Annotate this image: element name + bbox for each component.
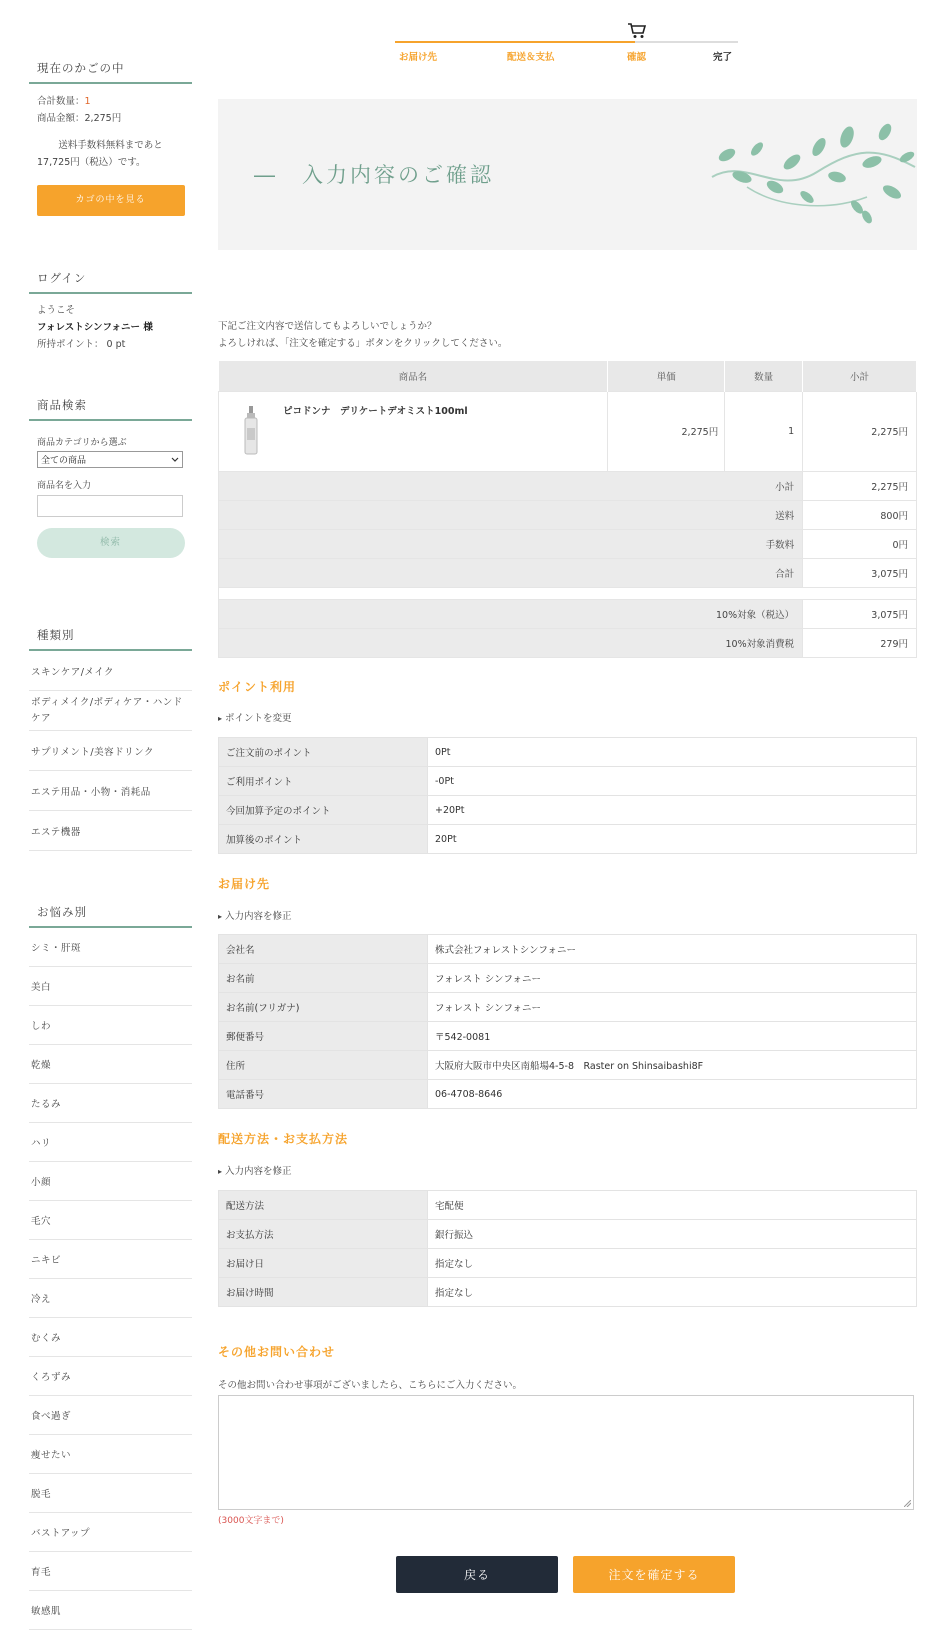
type-nav-item[interactable]: スキンケア/メイク (29, 651, 192, 691)
delivery-key: お名前(フリガナ) (219, 993, 428, 1022)
delivery-value: フォレスト シンフォニー (428, 993, 917, 1022)
concern-nav-item[interactable]: ニキビ (29, 1240, 192, 1279)
shipping-note-1: 送料手数料無料まであと (58, 140, 163, 151)
summary-row (219, 529, 917, 558)
points-key: ご利用ポイント (219, 767, 428, 796)
tax-value: 279円 (803, 628, 917, 657)
change-points-link[interactable]: ▸ ポイントを変更 (218, 710, 292, 724)
table-row (219, 796, 917, 825)
col-header-product: 商品名 (219, 361, 608, 391)
confirm-order-button[interactable]: 注文を確定する (573, 1556, 735, 1593)
concern-nav-item[interactable]: たるみ (29, 1084, 192, 1123)
summary-value: 2,275円 (803, 471, 917, 500)
cart-summary-widget (29, 60, 192, 216)
concern-nav-item[interactable]: 敏感肌 (29, 1591, 192, 1630)
delivery-value: 06-4708-8646 (428, 1080, 917, 1109)
type-nav-item[interactable]: エステ機器 (29, 811, 192, 851)
checkout-stepper (395, 20, 738, 65)
login-widget (29, 270, 192, 353)
col-header-unit-price: 単価 (608, 361, 725, 391)
summary-label: 小計 (219, 471, 803, 500)
concern-nav-item[interactable]: 冷え (29, 1279, 192, 1318)
step-shipping-payment: 配送＆支払 (507, 52, 555, 63)
summary-row (219, 471, 917, 500)
category-select[interactable] (37, 451, 183, 468)
login-user-name: フォレストシンフォニー 様 (37, 322, 153, 333)
edit-delivery-link[interactable]: ▸ 入力内容を修正 (218, 908, 292, 922)
summary-row (219, 500, 917, 529)
inquiry-limit-note: (3000文字まで) (218, 1516, 284, 1526)
view-cart-button[interactable]: カゴの中を見る (37, 185, 185, 216)
table-row (219, 767, 917, 796)
cart-amount: 商品金額：2,275円 (37, 113, 122, 124)
concern-nav-item[interactable]: むくみ (29, 1318, 192, 1357)
step-delivery: お届け先 (399, 52, 438, 63)
search-button[interactable]: 検索 (37, 528, 185, 558)
delivery-key: お名前 (219, 964, 428, 993)
page-title: ― 入力内容のご確認 (254, 163, 494, 187)
login-heading: ログイン (29, 270, 192, 294)
cart-qty-value: 1 (84, 96, 91, 107)
points-heading: ポイント利用 (218, 680, 297, 694)
concern-nav-item[interactable]: バストアップ (29, 1513, 192, 1552)
confirm-intro (218, 318, 507, 352)
product-name-label: 商品名を入力 (37, 481, 92, 491)
delivery-key: 郵便番号 (219, 1022, 428, 1051)
step-confirm: 確認 (627, 52, 647, 63)
shipping-value: 銀行振込 (428, 1220, 917, 1249)
shipping-payment-heading: 配送方法・お支払方法 (218, 1132, 349, 1146)
back-button[interactable]: 戻る (396, 1556, 558, 1593)
concern-nav-item[interactable]: 育毛 (29, 1552, 192, 1591)
by-type-widget (29, 627, 192, 851)
summary-row (219, 558, 917, 587)
table-row (219, 1220, 917, 1249)
type-nav-item[interactable]: サプリメント/美容ドリンク (29, 731, 192, 771)
concern-nav-item[interactable]: くろずみ (29, 1357, 192, 1396)
product-name-input[interactable] (37, 495, 183, 517)
tax-row (219, 599, 917, 628)
points-value: 20Pt (428, 825, 917, 854)
concern-nav-list (29, 928, 192, 1630)
shipping-key: お届け時間 (219, 1278, 428, 1307)
inquiry-heading: その他お問い合わせ (218, 1345, 336, 1359)
delivery-value: 〒542-0081 (428, 1022, 917, 1051)
shipping-key: お届け日 (219, 1249, 428, 1278)
order-items-table (218, 361, 917, 658)
product-bottle-icon (243, 406, 259, 456)
concern-nav-item[interactable]: 美白 (29, 967, 192, 1006)
tax-row (219, 628, 917, 657)
product-subtotal: 2,275円 (803, 391, 917, 471)
product-unit-price: 2,275円 (608, 391, 725, 471)
resize-handle-icon[interactable] (904, 1500, 911, 1507)
product-name: ピコドンナ デリケートデオミスト100ml (283, 405, 468, 417)
tax-value: 3,075円 (803, 599, 917, 628)
tax-label: 10%対象（税込） (219, 599, 803, 628)
shipping-key: 配送方法 (219, 1191, 428, 1220)
col-header-qty: 数量 (725, 361, 803, 391)
concern-nav-item[interactable]: しわ (29, 1006, 192, 1045)
delivery-key: 住所 (219, 1051, 428, 1080)
chevron-down-icon (171, 457, 179, 463)
delivery-value: 大阪府大阪市中央区南船場4-5-8 Raster on Shinsaibashi8F (428, 1051, 917, 1080)
table-row (219, 738, 917, 767)
tax-label: 10%対象消費税 (219, 628, 803, 657)
summary-value: 3,075円 (803, 558, 917, 587)
table-spacer (219, 587, 917, 599)
concern-nav-item[interactable]: 脱毛 (29, 1474, 192, 1513)
points-key: 加算後のポイント (219, 825, 428, 854)
summary-label: 合計 (219, 558, 803, 587)
table-row (219, 1278, 917, 1307)
table-row (219, 964, 917, 993)
shipping-value: 指定なし (428, 1249, 917, 1278)
points-value: +20Pt (428, 796, 917, 825)
type-nav-item[interactable]: ボディメイク/ボディケア・ハンドケア (29, 691, 192, 731)
delivery-heading: お届け先 (218, 877, 271, 891)
by-concern-heading: お悩み別 (29, 904, 192, 928)
order-item-row (219, 391, 917, 471)
delivery-key: 電話番号 (219, 1080, 428, 1109)
table-row (219, 1080, 917, 1109)
table-row (219, 993, 917, 1022)
inquiry-description: その他お問い合わせ事項がございましたら、こちらにご入力ください。 (218, 1380, 523, 1391)
cart-qty (37, 93, 184, 110)
delivery-table (218, 934, 917, 1109)
points-key: 今回加算予定のポイント (219, 796, 428, 825)
summary-label: 手数料 (219, 529, 803, 558)
intro-line-1: 下記ご注文内容で送信してもよろしいでしょうか？ (218, 321, 437, 332)
concern-nav-item[interactable]: シミ・肝斑 (29, 928, 192, 967)
shipping-note-2: 17,725円（税込）です。 (37, 157, 146, 168)
cart-qty-label: 合計数量： (37, 96, 85, 107)
points-table (218, 737, 917, 854)
table-row (219, 1022, 917, 1051)
concern-nav-item[interactable]: ハリ (29, 1123, 192, 1162)
table-row (219, 1051, 917, 1080)
delivery-value: 株式会社フォレストシンフォニー (428, 935, 917, 964)
category-label: 商品カテゴリから選ぶ (37, 438, 127, 448)
login-welcome: ようこそ (37, 305, 76, 316)
points-value: 0Pt (428, 738, 917, 767)
table-row (219, 935, 917, 964)
summary-value: 0円 (803, 529, 917, 558)
points-key: ご注文前のポイント (219, 738, 428, 767)
product-search-heading: 商品検索 (29, 397, 192, 421)
summary-value: 800円 (803, 500, 917, 529)
type-nav-item[interactable]: エステ用品・小物・消耗品 (29, 771, 192, 811)
delivery-key: 会社名 (219, 935, 428, 964)
delivery-value: フォレスト シンフォニー (428, 964, 917, 993)
concern-nav-item[interactable]: 乾燥 (29, 1045, 192, 1084)
by-type-heading: 種類別 (29, 627, 192, 651)
shipping-payment-table (218, 1190, 917, 1307)
category-selected-value: 全ての商品 (41, 456, 87, 466)
summary-label: 送料 (219, 500, 803, 529)
product-search-widget (29, 397, 192, 558)
concern-nav-item[interactable]: 痩せたい (29, 1435, 192, 1474)
product-qty: 1 (725, 391, 803, 471)
by-concern-widget (29, 904, 192, 1630)
intro-line-2: よろしければ、「注文を確定する」ボタンをクリックしてください。 (218, 338, 508, 349)
shipping-key: お支払方法 (219, 1220, 428, 1249)
concern-nav-item[interactable]: 食べ過ぎ (29, 1396, 192, 1435)
col-header-subtotal: 小計 (803, 361, 917, 391)
edit-shipping-link[interactable]: ▸ 入力内容を修正 (218, 1163, 292, 1177)
shipping-value: 宅配便 (428, 1191, 917, 1220)
login-points: 所持ポイント： 0 pt (37, 339, 126, 350)
cart-icon (627, 22, 647, 39)
page-hero (218, 99, 917, 250)
cart-summary-heading: 現在のかごの中 (29, 60, 192, 84)
inquiry-textarea[interactable] (218, 1395, 914, 1510)
leaf-decoration-icon (707, 117, 917, 232)
concern-nav-item[interactable]: 小顔 (29, 1162, 192, 1201)
concern-nav-item[interactable]: 毛穴 (29, 1201, 192, 1240)
table-row (219, 1249, 917, 1278)
table-row (219, 825, 917, 854)
step-complete: 完了 (713, 52, 733, 63)
shipping-value: 指定なし (428, 1278, 917, 1307)
points-value: -0Pt (428, 767, 917, 796)
table-row (219, 1191, 917, 1220)
stepper-progress (395, 41, 635, 43)
